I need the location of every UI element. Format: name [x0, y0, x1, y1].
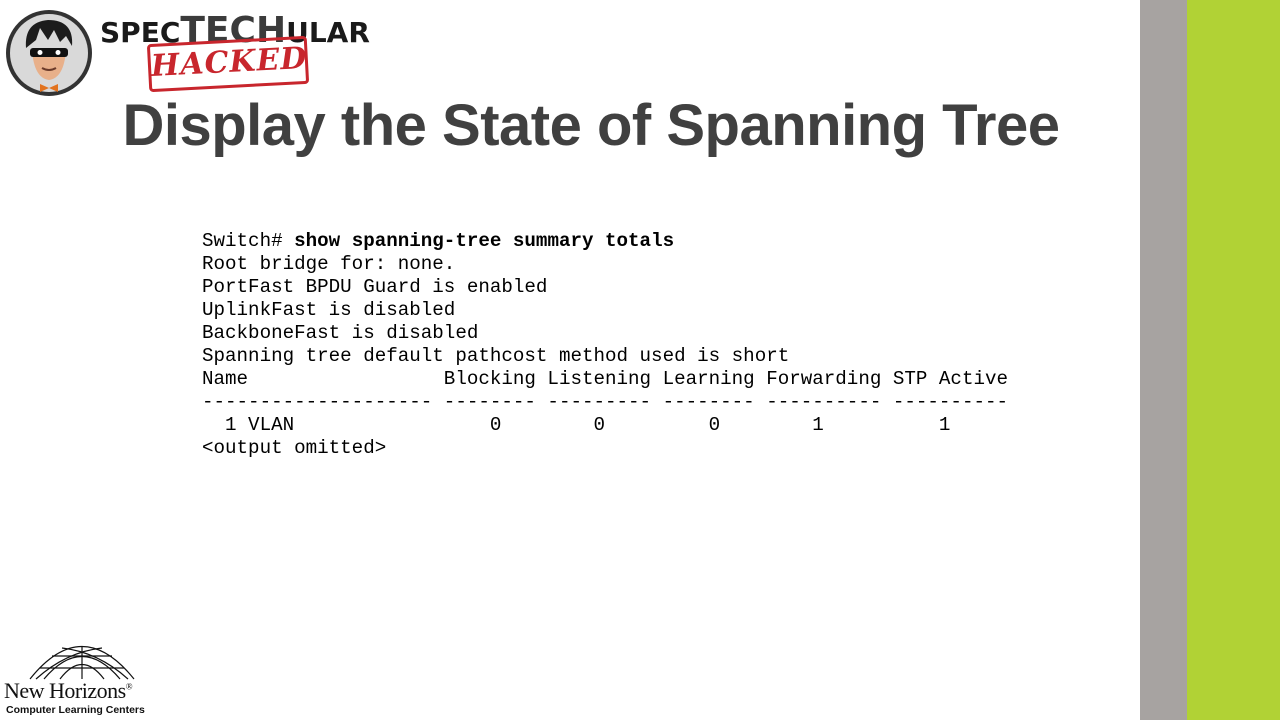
console-table-divider: -------------------- -------- --------- -------- ---------- ---------- — [202, 391, 1009, 413]
console-output — [202, 230, 1008, 460]
brand-word-ular: ULAR — [286, 16, 370, 49]
new-horizons-name — [4, 678, 132, 704]
globe-icon — [26, 644, 138, 680]
side-bar-green — [1187, 0, 1280, 720]
console-command: show spanning-tree summary totals — [294, 230, 675, 252]
console-line: Spanning tree default pathcost method used is short — [202, 345, 790, 367]
brand-word-tech: TECH — [180, 10, 287, 51]
console-command-line — [202, 230, 1008, 253]
new-horizons-name-text: New Horizons — [4, 678, 126, 703]
console-table-row: 1 VLAN 0 0 0 1 1 — [202, 414, 951, 436]
console-prompt: Switch# — [202, 230, 295, 252]
new-horizons-tagline: Computer Learning Centers — [6, 704, 145, 716]
console-line: <output omitted> — [202, 437, 387, 459]
new-horizons-logo — [4, 644, 154, 718]
registered-mark: ® — [125, 681, 133, 692]
console-line: Root bridge for: none. — [202, 253, 456, 275]
mascot-avatar-icon — [4, 8, 94, 98]
console-line: PortFast BPDU Guard is enabled — [202, 276, 548, 298]
console-table-header: Name Blocking Listening Learning Forwarding STP Active — [202, 368, 1009, 390]
console-line: UplinkFast is disabled — [202, 299, 456, 321]
console-line: BackboneFast is disabled — [202, 322, 479, 344]
slide-title: Display the State of Spanning Tree — [122, 93, 1060, 158]
brand-word-spec: SPEC — [100, 16, 181, 49]
hacked-stamp: HACKED — [147, 36, 309, 92]
